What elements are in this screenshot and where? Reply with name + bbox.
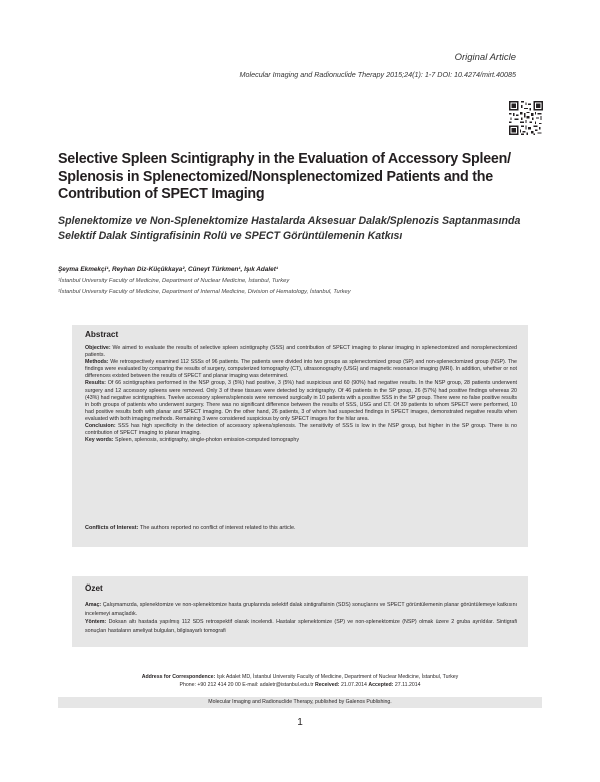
objective-label: Objective: [85,345,111,351]
qr-code-icon[interactable] [509,101,543,135]
correspondence-contact [0,682,600,688]
turkish-title: Splenektomize ve Non-Splenektomize Hastalarda Aksesuar Dalak/Splenozis Saptanmasında Selektif Dalak Sintigrafisinin Rolü ve SPECT Görüntülemenin Katkısı [58,215,521,242]
amac-text: Çalışmamızda, splenektomize ve non-splenektomize hasta gruplarında selektif dalak sintigrafisinin (SDS) sonuçlarını ve SPECT görüntülemenin planar görüntülemeye katkısını incelemeyi amaçladık. [85,602,517,617]
abstract-methods [85,359,517,380]
accepted-date: 27.11.2014 [394,682,421,688]
conclusion-label: Conclusion: [85,423,116,430]
results-text: Of 66 scintigraphies performed in the NSP group, 3 (5%) had positive, 3 (5%) had suspicious and 60 (90%) had negative results. In the NSP group, 28 patients underwent surgery and 12 accessory spleens were removed. Only 3 of these tissues were detected by scintigraphy. Of 46 patients in the SP group, 26 (57%) had positive findings whereas 20 (43%) had negative scintigraphies. Twelve accessory spleens/splenosis were removed surgically in 10 patients with a positive SSS in the SP group. There were no false positive results in both groups of patients who underwent surgery. There was no significant difference between the results of SSS, USG and CT. Of 39 patients to whom SPECT were performed, 10 had positive results both with planar and SPECT imaging. On the other hand, 26 patients, 3 of whom had suspected findings in SPECT images, demonstrated negative results when evaluated with both imaging methods. Remaining 3 were considered suspicious by only SPECT images for the hilar area. [85,380,517,422]
conflict-label: Conflicts of Interest: [85,525,139,531]
objective-text: We aimed to evaluate the results of selective spleen scintigraphy (SSS) and contribution of SPECT imaging to planar imaging in splenectomized and nonsplenectomized patients. [85,345,517,359]
correspondence-address [0,674,600,680]
affiliation-1: ¹İstanbul University Faculty of Medicine, Department of Nuclear Medicine, İstanbul, Turkey [58,278,290,284]
ozet-amac [85,601,517,618]
publisher-line: Molecular Imaging and Radionuclide Therapy, published by Galenos Publishing. [58,697,542,708]
conclusion-text: SSS has high specificity in the detection of accessory spleens/splenosis. The sensitivity of SSS is low in the NSP group, but higher in the SP group. There is no contribution of SPECT imaging to planar imaging. [85,423,517,437]
abstract-conclusion [85,423,517,437]
journal-citation: Molecular Imaging and Radionuclide Therapy 2015;24(1): 1-7 DOI: 10.4274/mirt.40085 [239,70,516,79]
ozet-heading: Özet [85,584,103,593]
article-type: Original Article [454,52,516,63]
amac-label: Amaç: [85,602,102,608]
keywords-label: Key words: [85,437,114,444]
methods-label: Methods: [85,359,109,366]
correspondence-text: Işık Adalet MD, İstanbul University Faculty of Medicine, Department of Nuclear Medicine, İstanbul, Turkey [216,674,459,680]
abstract-results [85,380,517,423]
received-label: Received: [314,682,340,688]
contact-text: Phone: +90 212 414 20 00 E-mail: adaletr@istanbul.edu.tr [179,682,314,688]
ozet-body [85,601,517,635]
accepted-label: Accepted: [368,682,394,688]
page-number: 1 [297,717,303,728]
results-label: Results: [85,380,106,387]
keywords-text: Spleen, splenosis, scintigraphy, single-photon emission-computed tomography [115,437,299,444]
conflict-of-interest [85,525,517,531]
ozet-yontem [85,618,517,635]
received-date: 21.07.2014 [340,682,367,688]
abstract-keywords [85,437,517,444]
methods-text: We retrospectively examined 112 SSSs of 96 patients. The patients were divided into two groups as splenectomized group (SP) and non-splenectomized group (NSP). The findings were evaluated by comparing the results of surgery, computerized tomography (CT), ultrasonography (USG) and magnetic resonance imaging (MRI). In addition, whether or not differences existed between the results of SPECT and planar imaging was determined. [85,359,517,380]
correspondence-label: Address for Correspondence: [141,674,216,680]
yontem-label: Yöntem: [85,619,107,625]
abstract-objective [85,345,517,359]
yontem-text: Doksan altı hastada yapılmış 112 SDS retrospektif olarak incelendi. Hastalar splenektomize (SP) ve non-splenektomize (NSP) olmak üzere 2 gruba ayrıldılar. Sintigrafi sonuçları hastaların ameliyat bulguları, bilgisayarlı tomografi [85,619,517,634]
author-list: Şeyma Ekmekçi¹, Reyhan Diz-Küçükkaya², Cüneyt Türkmen¹, Işık Adalet¹ [58,266,278,273]
affiliation-2: ²İstanbul University Faculty of Medicine, Department of Internal Medicine, Division of Hematology, İstanbul, Turkey [58,289,351,295]
article-title: Selective Spleen Scintigraphy in the Evaluation of Accessory Spleen/ Splenosis in Splenectomized/Nonsplenectomized Patients and the Contribution of SPECT Imaging [58,151,511,202]
conflict-text: The authors reported no conflict of interest related to this article. [139,525,296,531]
abstract-body [85,345,517,444]
abstract-heading: Abstract [85,330,119,339]
